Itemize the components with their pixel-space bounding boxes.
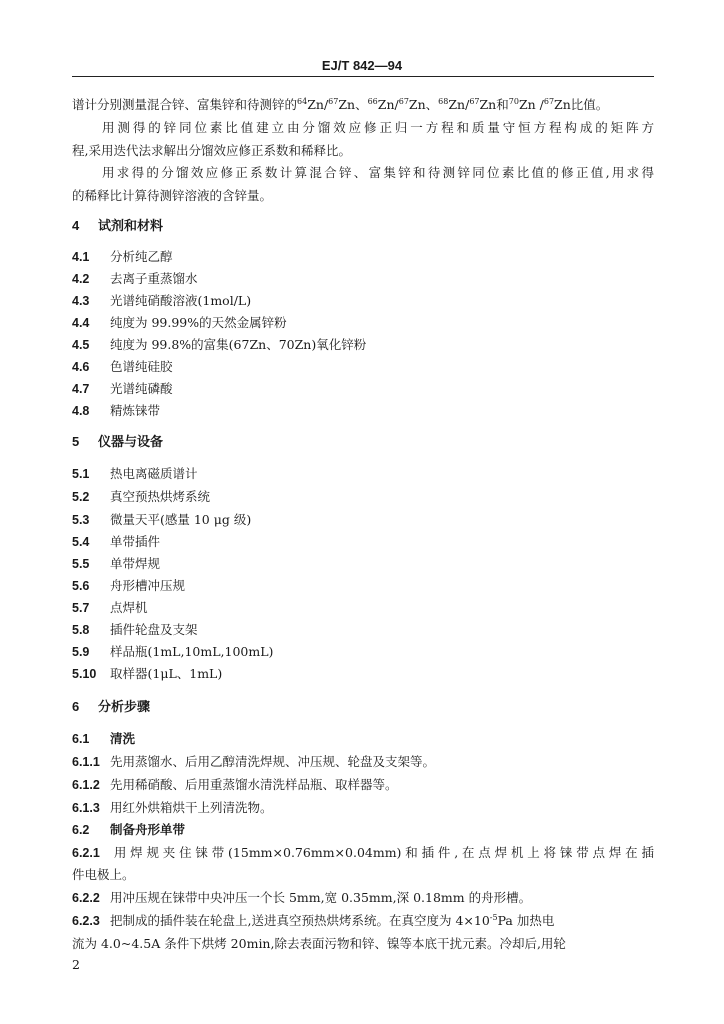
subsection-6-1-heading: 6.1 清洗 bbox=[72, 732, 136, 746]
list-item: 5.8 插件轮盘及支架 bbox=[72, 622, 198, 637]
list-item: 4.4 纯度为 99.99%的天然金属锌粉 bbox=[72, 315, 287, 330]
list-item: 5.3 微量天平(感量 10 μg 级) bbox=[72, 512, 252, 527]
list-item: 5.10 取样器(1μL、1mL) bbox=[72, 666, 223, 681]
list-item: 4.6 色谱纯硅胶 bbox=[72, 359, 173, 374]
list-item: 5.1 热电离磁质谱计 bbox=[72, 466, 198, 481]
intro-line-2: 用测得的锌同位素比值建立由分馏效应修正归一方程和质量守恒方程构成的矩阵方 bbox=[102, 120, 654, 135]
list-item: 5.4 单带插件 bbox=[72, 534, 161, 549]
paragraph-6-2-1-line-1: 6.2.1 用焊规夹住铼带(15mm×0.76mm×0.04mm)和插件,在点焊机上将铼带点焊在插 bbox=[72, 845, 654, 860]
list-item: 4.2 去离子重蒸馏水 bbox=[72, 271, 198, 286]
list-item: 4.8 精炼铼带 bbox=[72, 403, 161, 418]
list-item: 4.1 分析纯乙醇 bbox=[72, 249, 173, 264]
list-item: 5.2 真空预热烘烤系统 bbox=[72, 489, 211, 504]
header-rule bbox=[72, 76, 654, 77]
section-6-heading: 6 分析步骤 bbox=[72, 699, 151, 714]
list-item: 6.1.3 用红外烘箱烘干上列清洗物。 bbox=[72, 800, 273, 815]
paragraph-6-2-1-line-2: 件电极上。 bbox=[72, 867, 135, 882]
section-5-heading: 5 仪器与设备 bbox=[72, 434, 164, 449]
paragraph-6-2-2: 6.2.2 用冲压规在铼带中央冲压一个长 5mm,宽 0.35mm,深 0.18mm 的舟形槽。 bbox=[72, 890, 532, 905]
paragraph-6-2-3-line-1: 6.2.3 把制成的插件装在轮盘上,送进真空预热烘烤系统。在真空度为 $4\times 10^{-5}Pa$ 加热电 bbox=[72, 912, 555, 928]
paragraph-6-2-3-line-2: 流为 4.0~4.5A 条件下烘烤 20min,除去表面污物和锌、镍等本底干扰元素。冷却后,用轮 bbox=[72, 936, 566, 951]
intro-line-3: 程,采用迭代法求解出分馏效应修正系数和稀释比。 bbox=[72, 143, 351, 158]
intro-line-4: 用求得的分馏效应修正系数计算混合锌、富集锌和待测锌同位素比值的修正值,用求得 bbox=[102, 165, 654, 180]
list-item: 4.7 光谱纯磷酸 bbox=[72, 381, 173, 396]
list-item: 4.3 光谱纯硝酸溶液(1mol/L) bbox=[72, 293, 252, 308]
intro-line-1: 谱计分别测量混合锌、富集锌和待测锌的$^{64}$Zn/$^{67}$Zn、$^{66}$Zn/$^{67}$Zn、$^{68}$Zn/$^{67}$Zn和$^{70}$Zn /$^{67}$Zn比值。 bbox=[72, 96, 609, 112]
intro-line-5: 的稀释比计算待测锌溶液的含锌量。 bbox=[72, 188, 273, 203]
list-item: 6.1.2 先用稀硝酸、后用重蒸馏水清洗样品瓶、取样器等。 bbox=[72, 777, 398, 792]
list-item: 5.9 样品瓶(1mL,10mL,100mL) bbox=[72, 644, 274, 659]
page-number: 2 bbox=[72, 957, 80, 972]
list-item: 6.1.1 先用蒸馏水、后用乙醇清洗焊规、冲压规、轮盘及支架等。 bbox=[72, 754, 436, 769]
list-item: 5.6 舟形槽冲压规 bbox=[72, 578, 186, 593]
subsection-6-2-heading: 6.2 制备舟形单带 bbox=[72, 823, 186, 837]
standard-code-header: EJ/T 842—94 bbox=[321, 58, 403, 73]
list-item: 4.5 纯度为 99.8%的富集(67Zn、70Zn)氧化锌粉 bbox=[72, 337, 367, 352]
section-4-heading: 4 试剂和材料 bbox=[72, 218, 164, 233]
list-item: 5.5 单带焊规 bbox=[72, 556, 161, 571]
list-item: 5.7 点焊机 bbox=[72, 600, 148, 615]
